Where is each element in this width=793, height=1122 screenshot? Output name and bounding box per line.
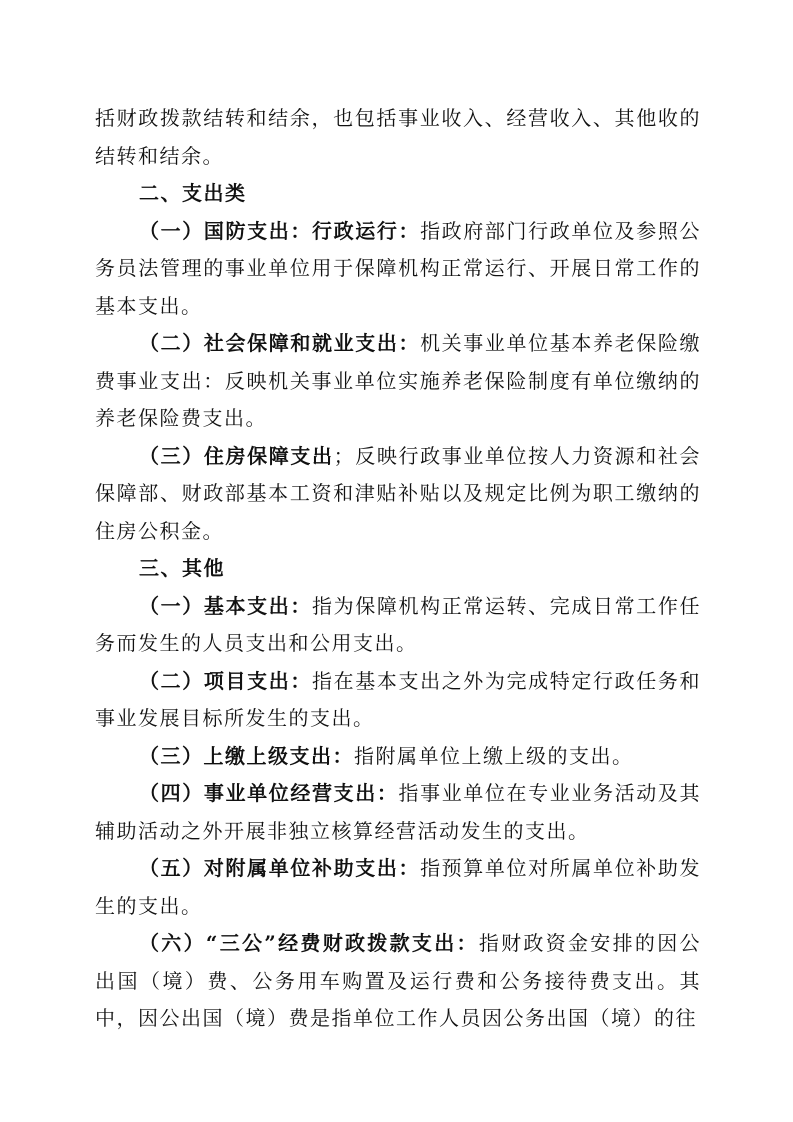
paragraph-remit-superior xyxy=(95,738,701,776)
paragraph-three-public xyxy=(95,925,701,1038)
document-body xyxy=(95,100,701,1038)
paragraph-housing xyxy=(95,438,701,551)
paragraph-lead: （五）对附属单位补助支出： xyxy=(139,856,421,880)
paragraph-lead: （一）基本支出： xyxy=(139,593,312,618)
paragraph-carryover xyxy=(95,100,701,175)
paragraph-text: 指在基本支出之外为完成特定行政任务和事业发展目标所发生的支出。 xyxy=(95,668,702,730)
section-heading-text: 三、其他 xyxy=(139,556,225,580)
paragraph-text: 指事业单位在专业业务活动及其辅助活动之外开展非独立核算经营活动发生的支出。 xyxy=(95,781,702,843)
paragraph-national-defense xyxy=(95,213,701,326)
paragraph-text: 指附属单位上缴上级的支出。 xyxy=(354,743,634,768)
paragraph-lead: （二）项目支出： xyxy=(139,668,312,693)
paragraph-lead: （二）社会保障和就业支出： xyxy=(139,331,421,355)
paragraph-business-operation xyxy=(95,775,701,850)
section-heading-other xyxy=(95,550,701,588)
paragraph-text: 指财政资金安排的因公出国（境）费、公务用车购置及运行费和公务接待费支出。其中，因公出国（境）费是指单位工作人员因公务出国（境）的往 xyxy=(95,931,702,1030)
paragraph-text: 机关事业单位基本养老保险缴费事业支出：反映机关事业单位实施养老保险制度有单位缴纳的养老保险费支出。 xyxy=(95,331,702,430)
paragraph-text: 指政府部门行政单位及参照公务员法管理的事业单位用于保障机构正常运行、开展日常工作的基本支出。 xyxy=(95,218,702,318)
paragraph-lead: （三）上缴上级支出： xyxy=(139,743,354,768)
section-heading-expenditure xyxy=(95,175,701,213)
paragraph-lead: （三）住房保障支出 xyxy=(139,443,334,468)
paragraph-lead: （四）事业单位经营支出： xyxy=(139,781,399,805)
paragraph-text: 指为保障机构正常运转、完成日常工作任务而发生的人员支出和公用支出。 xyxy=(95,593,702,655)
paragraph-lead: （六）“三公”经费财政拨款支出： xyxy=(139,931,479,955)
paragraph-text: 指预算单位对所属单位补助发生的支出。 xyxy=(95,856,702,918)
paragraph-subsidy-affiliates xyxy=(95,850,701,925)
paragraph-project-expenditure xyxy=(95,663,701,738)
section-heading-text: 二、支出类 xyxy=(139,181,247,205)
paragraph-lead: （一）国防支出：行政运行： xyxy=(139,218,421,243)
paragraph-text: 括财政拨款结转和结余，也包括事业收入、经营收入、其他收的结转和结余。 xyxy=(95,106,701,168)
paragraph-basic-expenditure xyxy=(95,588,701,663)
paragraph-social-security xyxy=(95,325,701,438)
paragraph-text: ；反映行政事业单位按人力资源和社会保障部、财政部基本工资和津贴补贴以及规定比例为职工缴纳的住房公积金。 xyxy=(95,443,702,543)
